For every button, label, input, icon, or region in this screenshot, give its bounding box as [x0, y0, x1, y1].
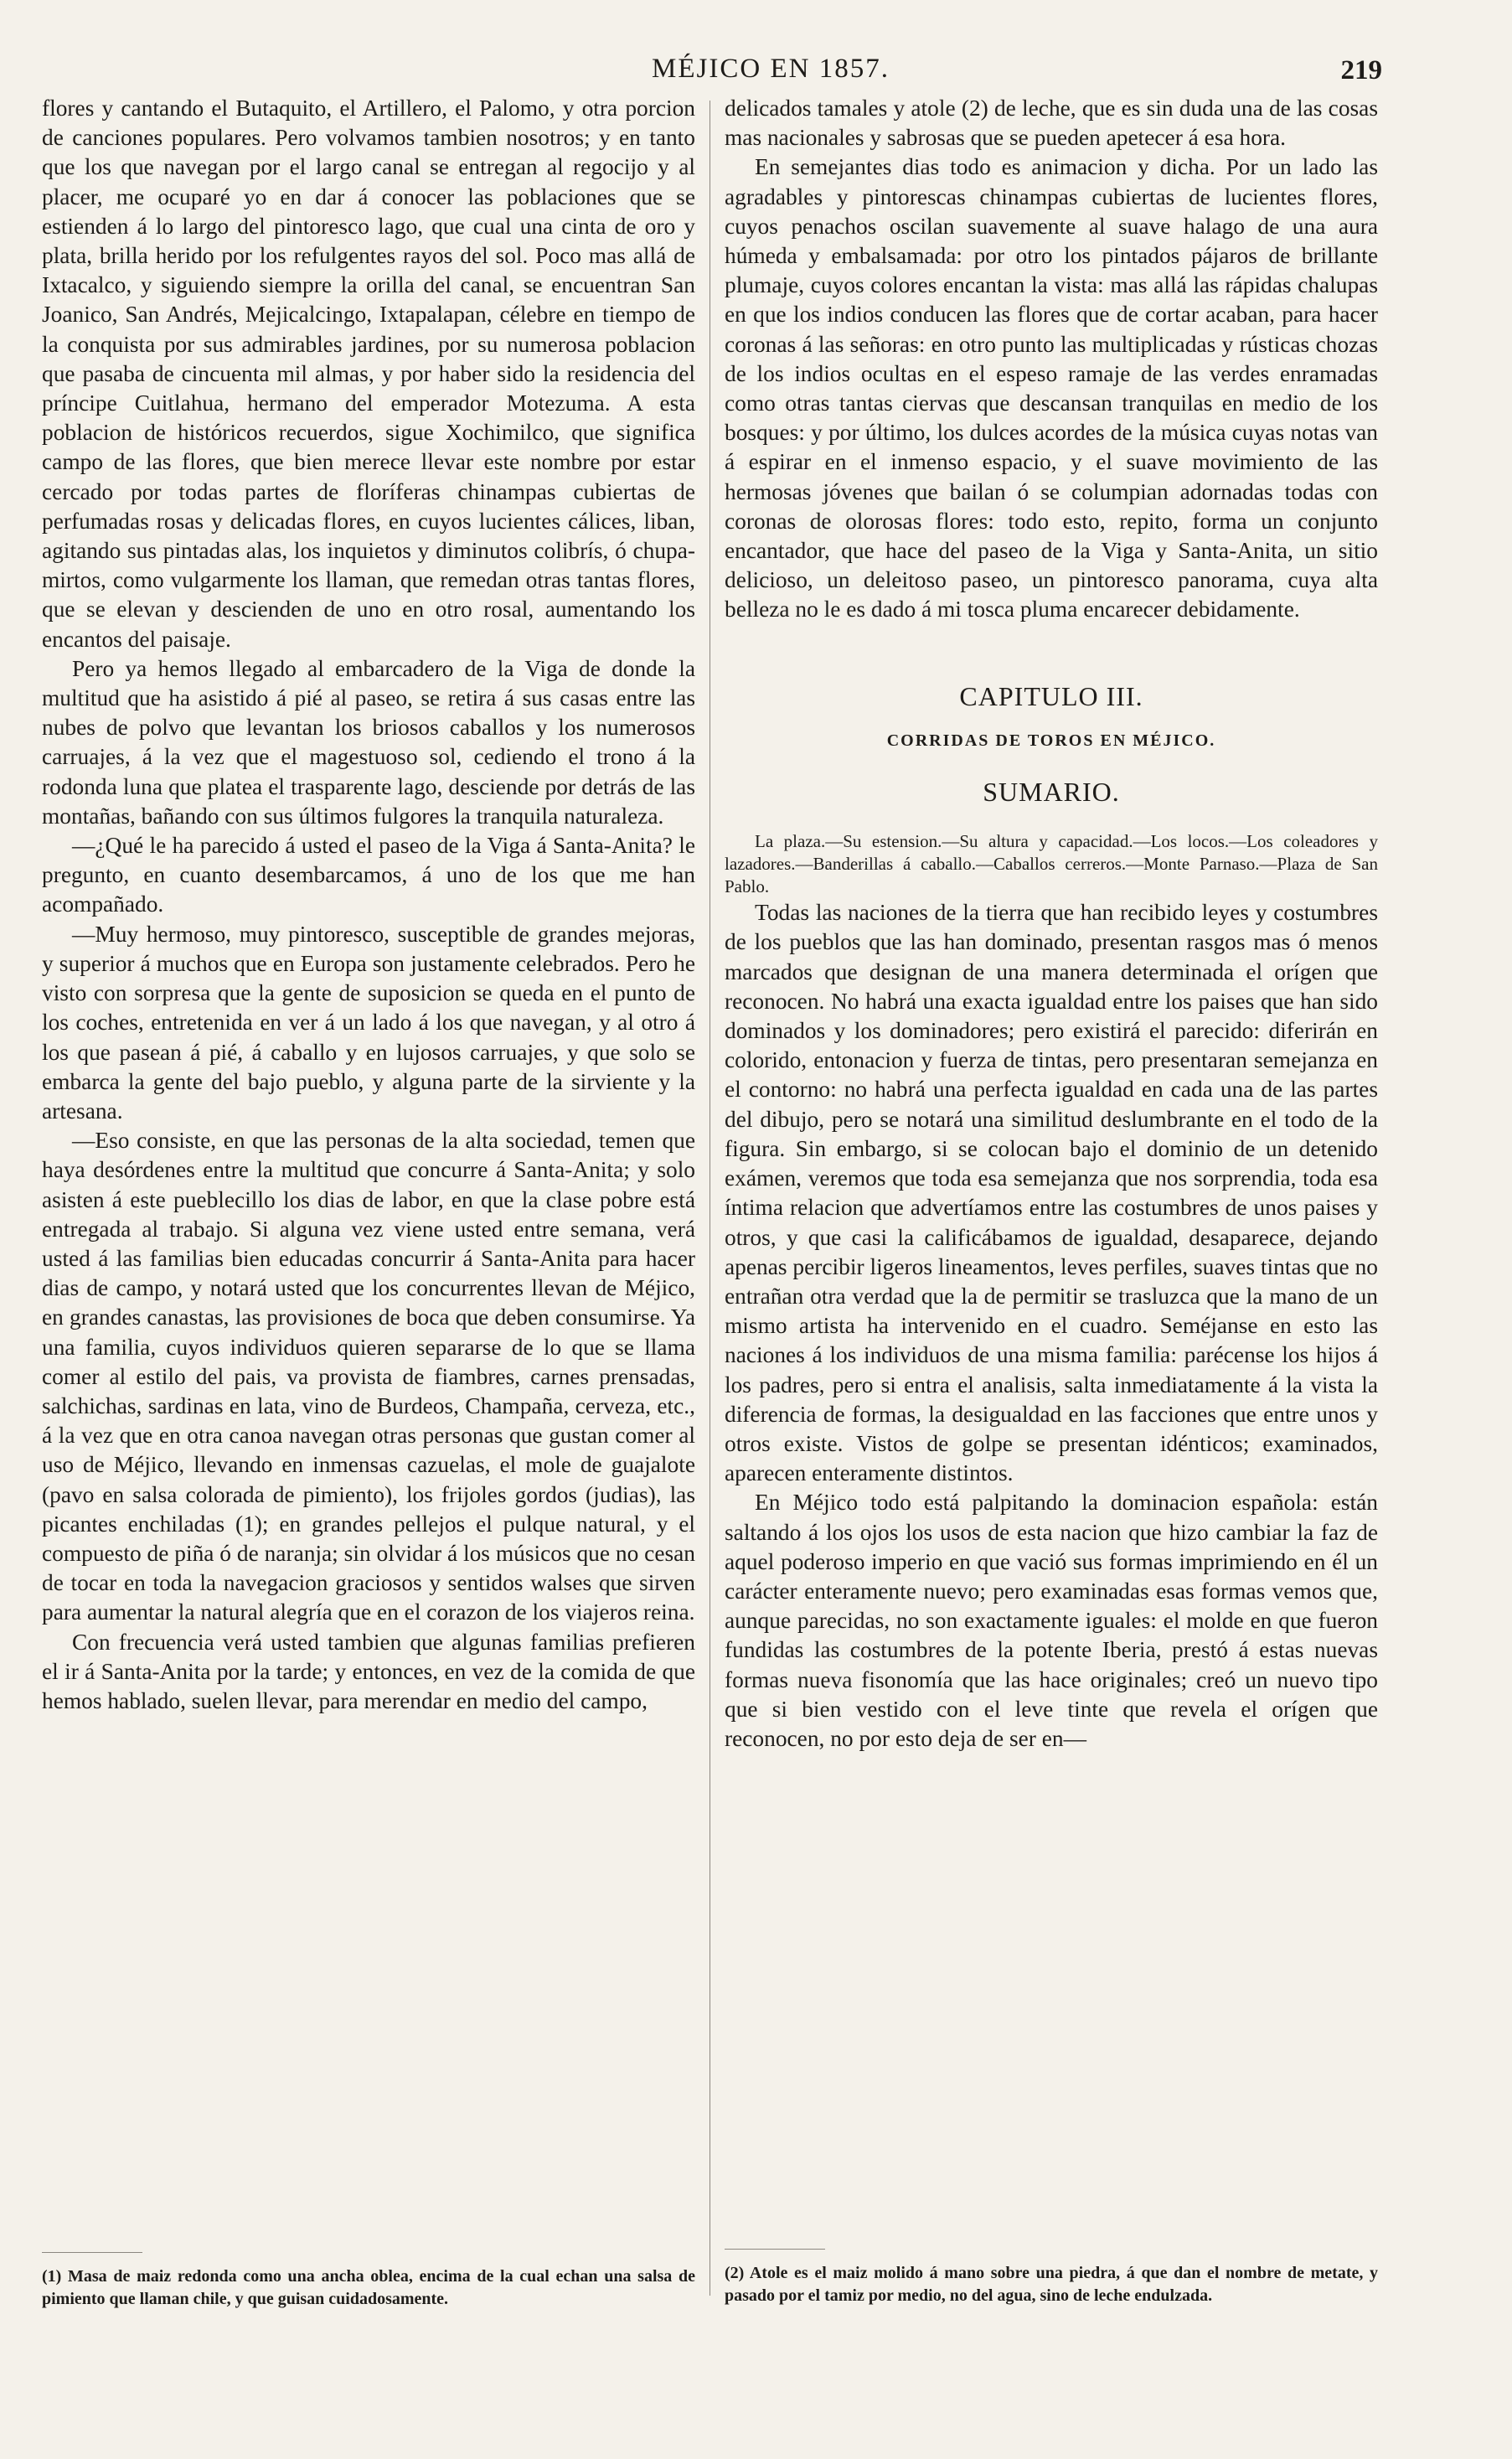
paragraph: flores y cantando el Butaquito, el Artillero, el Palomo, y otra porcion de canciones populares. Pero volvamos tambien nosotros; y en tanto que los que navegan por el largo canal se entregan al regocijo y al placer, me ocuparé yo en dar á conocer las poblaciones que se estienden á lo largo del pintoresco lago, que cual una cinta de oro y plata, brilla herido por los refulgentes rayos del sol. Poco mas allá de Ixtacalco, y siguiendo siempre la orilla del canal, se encuentran San Joanico, San Andrés, Mejicalcingo, Ixtapalapan, célebre en tiempo de la conquista por sus admirables jardines, por su numerosa poblacion que pasaba de cincuenta mil almas, y por haber sido la residencia del príncipe Cuitlahua, hermano del emperador Motezuma. A esta poblacion de históricos recuerdos, sigue Xochimilco, que significa campo de las flores, que bien merece llevar este nombre por estar cercado por todas partes de floríferas chinampas cubiertas de perfumadas rosas y delicadas flores, en cuyos lucientes cálices, liban, agitando sus pintadas alas, los inquietos y diminutos colibrís, ó chupa-mirtos, como vulgarmente los llaman, que remedan otras tantas flores, que se elevan y descienden de uno en otro rosal, aumentando los encantos del paisaje.: [42, 96, 695, 652]
paragraph: —Muy hermoso, muy pintoresco, susceptible de grandes mejoras, y superior á muchos que en Europa son justamente celebrados. Pero he visto con sorpresa que la gente de suposicion se queda en el punto de los coches, entretenida en ver á un lado á los que navegan, y al otro á los que pasean á pié, á caballo y en lujosos carruajes, y que solo se embarca la gente del bajo pueblo, y alguna parte de la sirviente y la artesana.: [42, 921, 695, 1124]
footnote-1: (1) Masa de maiz redonda como una ancha oblea, encima de la cual echan una salsa de pimiento que llaman chile, y que guisan cuidadosamente.: [42, 2267, 695, 2308]
footnote-2: (2) Atole es el maiz molido á mano sobre una piedra, á que dan el nombre de metate, y pasado por el tamiz por medio, no del agua, sino de leche endulzada.: [725, 2264, 1378, 2305]
footnote-rule: [725, 2249, 825, 2250]
running-title: MÉJICO EN 1857.: [652, 54, 890, 84]
paragraph: En Méjico todo está palpitando la dominacion española: están saltando á los ojos los usos de esta nacion que hizo cambiar la faz de aquel poderoso imperio en que vació sus formas imprimiendo en él un carácter enteramente nuevo; pero examinadas esas formas vemos que, aunque parecidas, no son exactamente iguales: el molde en que fueron fundidas las costumbres de la potente Iberia, prestó á estas nuevas formas nueva fisonomía que las hace originales; creó un nuevo tipo que si bien vestido con el leve tinte que revela el orígen que reconocen, no por esto deja de ser en—: [725, 1490, 1378, 1751]
summary-text: La plaza.—Su estension.—Su altura y capacidad.—Los locos.—Los coleadores y lazadores.—Banderillas á caballo.—Caballos cerreros.—Monte Parnaso.—Plaza de San Pablo.: [725, 831, 1378, 897]
paragraph: Pero ya hemos llegado al embarcadero de la Viga de donde la multitud que ha asistido á pié al paseo, se retira á sus casas entre las nubes de polvo que levantan los briosos caballos y los numerosos carruajes, á la vez que el magestuoso sol, cediendo el trono á la rodonda luna que platea el trasparente lago, desciende por detrás de las montañas, bañando con sus últimos fulgores la tranquila naturaleza.: [42, 655, 695, 829]
left-column: [42, 94, 695, 1716]
footnote-rule: [42, 2252, 142, 2253]
paragraph: Todas las naciones de la tierra que han recibido leyes y costumbres de los pueblos que las han dominado, presentan rasgos mas ó menos marcados que designan de una manera determinada el orígen que reconocen. No habrá una exacta igualdad entre los paises que han sido dominados y los dominadores; pero existirá el parecido: diferirán en colorido, entonacion y fuerza de tintas, pero presentaran semejanza en el contorno: no habrá una perfecta igualdad en cada una de las partes del dibujo, pero se notará una similitud deslumbrante en el todo de la figura. Sin embargo, si se colocan bajo el dominio de un detenido exámen, veremos que toda esa semejanza que nos sorprendia, toda esa íntima relacion que advertíamos entre las costumbres de unos paises y otros, y que casi la calificábamos de igualdad, desaparece, dejando apenas percibir ligeros lineamentos, leves perfiles, suaves tintas que no entrañan otra verdad que la de permitir se trasluzca que la mano de un mismo artista ha intervenido en el cuadro. Seméjanse en esto las naciones á los individuos de una misma familia: parécense los hijos á los padres, pero si entra el analisis, salta inmediatamente á la vista la diferencia de formas, la desigualdad en las facciones que entre unos y otros existe. Vistos de golpe se presentan idénticos; examinados, aparecen enteramente distintos.: [725, 900, 1378, 1486]
paragraph: —¿Qué le ha parecido á usted el paseo de la Viga á Santa-Anita? le pregunto, en cuanto desembarcamos, á uno de los que me han acompañado.: [42, 833, 695, 917]
paragraph: —Eso consiste, en que las personas de la alta sociedad, temen que haya desórdenes entre la multitud que concurre á Santa-Anita; y solo asisten á este pueblecillo los dias de labor, en que la clase pobre está entregada al trabajo. Si alguna vez viene usted entre semana, verá usted á las familias bien educadas concurrir á Santa-Anita para hacer dias de campo, y notará usted que los concurrentes llevan de Méjico, en grandes canastas, las provisiones de boca que deben consumirse. Ya una familia, cuyos individuos quieren separarse de lo que se llama comer al estilo del pais, va provista de fiambres, carnes prensadas, salchichas, sardinas en lata, vino de Burdeos, Champaña, cerveza, etc., á la vez que en otra canoa navegan otras personas que gustan comer al uso de Méjico, llevando en inmensas cazuelas, el mole de guajalote (pavo en salsa colorada de pimiento), los frijoles gordos (judias), las picantes enchiladas (1); en grandes pellejos el pulque natural, y el compuesto de piña ó de naranja; sin olvidar á los músicos que no cesan de tocar en toda la navegacion graciosos y sentidos walses que sirven para aumentar la natural alegría que en el corazon de los viajeros reina.: [42, 1128, 695, 1625]
page-number: 219: [1340, 55, 1382, 85]
summary-title: SUMARIO.: [983, 777, 1120, 808]
chapter-subtitle: CORRIDAS DE TOROS EN MÉJICO.: [886, 731, 1216, 750]
right-column: [725, 94, 1378, 1754]
paragraph: delicados tamales y atole (2) de leche, que es sin duda una de las cosas mas nacionales y sabrosas que se pueden apetecer á esa hora.: [725, 96, 1378, 151]
page-header: [0, 54, 1512, 90]
chapter-title: CAPITULO III.: [959, 680, 1143, 711]
paragraph: En semejantes dias todo es animacion y dicha. Por un lado las agradables y pintorescas chinampas cubiertas de lucientes flores, cuyos penachos oscilan suavemente al suave halago de una aura húmeda y embalsamada: por otro los pintados pájaros de brillante plumaje, cuyos colores encantan la vista: mas allá las rápidas chalupas en que los indios conducen las flores que de cortar acaban, para hacer coronas á las señoras: en otro punto las multiplicadas y rústicas chozas de los indios ocultas en el espeso ramaje de las verdes enramadas como otras tantas ciervas que descansan tranquilas en medio de los bosques: y por último, los dulces acordes de la música cuyas notas van á espirar en el inmenso espacio, y el suave movimiento de las hermosas jóvenes que bailan ó se columpian adornadas todas con coronas de olorosas flores: todo esto, repito, forma un conjunto encantador, que hace del paseo de la Viga y Santa-Anita, un sitio delicioso, un deleitoso paseo, un pintoresco panorama, cuya alta belleza no le es dado á mi tosca pluma encarecer debidamente.: [725, 154, 1378, 622]
paragraph: Con frecuencia verá usted tambien que algunas familias prefieren el ir á Santa-Anita por la tarde; y entonces, en vez de la comida de que hemos hablado, suelen llevar, para merendar en medio del campo,: [42, 1629, 695, 1713]
